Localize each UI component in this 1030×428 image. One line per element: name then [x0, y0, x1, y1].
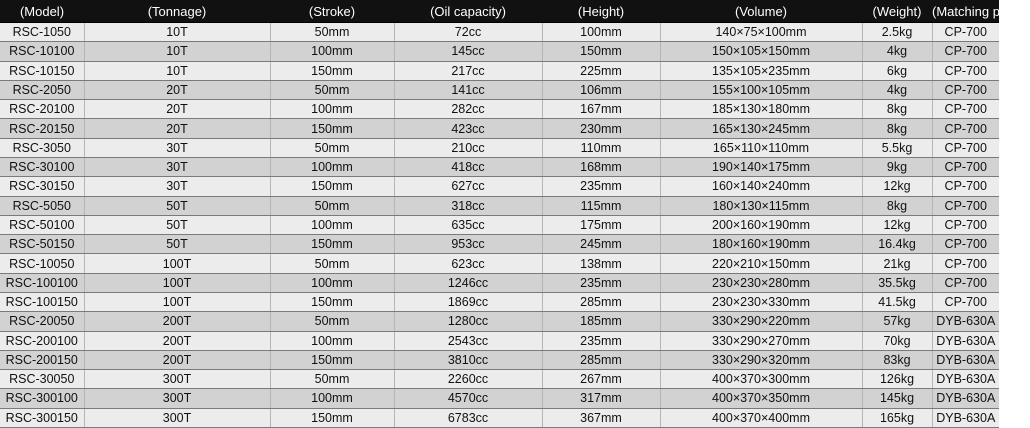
cell-model: RSC-5050: [0, 196, 84, 215]
cell-volume: 400×370×350mm: [660, 389, 862, 408]
cell-tonnage: 50T: [84, 215, 270, 234]
cell-stroke: 150mm: [270, 61, 394, 80]
table-row: [0, 61, 999, 80]
cell-stroke: 100mm: [270, 42, 394, 61]
cell-height: 267mm: [542, 370, 660, 389]
cell-tonnage: 20T: [84, 119, 270, 138]
cell-stroke: 50mm: [270, 370, 394, 389]
cell-model: RSC-20100: [0, 100, 84, 119]
table-row: [0, 42, 999, 61]
cell-tonnage: 300T: [84, 408, 270, 427]
cell-height: 235mm: [542, 273, 660, 292]
cell-volume: 220×210×150mm: [660, 254, 862, 273]
cell-stroke: 100mm: [270, 273, 394, 292]
cell-matching-pump: CP-700: [932, 254, 999, 273]
cell-height: 175mm: [542, 215, 660, 234]
cell-oil-capacity: 210cc: [394, 138, 542, 157]
cell-matching-pump: DYB-630A: [932, 331, 999, 350]
cell-stroke: 50mm: [270, 80, 394, 99]
cell-stroke: 50mm: [270, 138, 394, 157]
cell-volume: 150×105×150mm: [660, 42, 862, 61]
cell-stroke: 100mm: [270, 331, 394, 350]
cell-oil-capacity: 72cc: [394, 23, 542, 42]
cell-height: 106mm: [542, 80, 660, 99]
cell-volume: 155×100×105mm: [660, 80, 862, 99]
cell-matching-pump: CP-700: [932, 23, 999, 42]
cell-tonnage: 100T: [84, 254, 270, 273]
cell-oil-capacity: 2260cc: [394, 370, 542, 389]
table-row: [0, 177, 999, 196]
cell-model: RSC-3050: [0, 138, 84, 157]
cell-oil-capacity: 145cc: [394, 42, 542, 61]
table-row: [0, 138, 999, 157]
cell-weight: 9kg: [862, 157, 932, 176]
cell-stroke: 100mm: [270, 389, 394, 408]
cell-weight: 8kg: [862, 100, 932, 119]
cell-volume: 230×230×330mm: [660, 292, 862, 311]
cell-weight: 41.5kg: [862, 292, 932, 311]
cell-tonnage: 10T: [84, 61, 270, 80]
cell-model: RSC-200150: [0, 350, 84, 369]
table-row: [0, 408, 999, 427]
cell-model: RSC-50150: [0, 235, 84, 254]
table-row: [0, 100, 999, 119]
cell-weight: 8kg: [862, 196, 932, 215]
cell-weight: 4kg: [862, 80, 932, 99]
table-row: [0, 80, 999, 99]
table-row: [0, 235, 999, 254]
cell-matching-pump: CP-700: [932, 119, 999, 138]
cell-weight: 16.4kg: [862, 235, 932, 254]
cell-stroke: 100mm: [270, 157, 394, 176]
cell-tonnage: 50T: [84, 235, 270, 254]
cell-model: RSC-10050: [0, 254, 84, 273]
cell-oil-capacity: 3810cc: [394, 350, 542, 369]
cell-model: RSC-1050: [0, 23, 84, 42]
cell-model: RSC-10150: [0, 61, 84, 80]
cell-matching-pump: DYB-630A: [932, 389, 999, 408]
cell-stroke: 150mm: [270, 177, 394, 196]
cell-model: RSC-10100: [0, 42, 84, 61]
table-row: [0, 273, 999, 292]
cell-oil-capacity: 141cc: [394, 80, 542, 99]
cell-height: 235mm: [542, 177, 660, 196]
cell-stroke: 50mm: [270, 254, 394, 273]
cell-tonnage: 30T: [84, 177, 270, 196]
cell-height: 245mm: [542, 235, 660, 254]
cell-model: RSC-30050: [0, 370, 84, 389]
cell-oil-capacity: 318cc: [394, 196, 542, 215]
cell-volume: 330×290×320mm: [660, 350, 862, 369]
cell-weight: 8kg: [862, 119, 932, 138]
cell-weight: 57kg: [862, 312, 932, 331]
cell-matching-pump: CP-700: [932, 196, 999, 215]
cell-volume: 165×130×245mm: [660, 119, 862, 138]
cell-tonnage: 50T: [84, 196, 270, 215]
cell-stroke: 50mm: [270, 23, 394, 42]
cell-height: 225mm: [542, 61, 660, 80]
cell-oil-capacity: 953cc: [394, 235, 542, 254]
cell-oil-capacity: 282cc: [394, 100, 542, 119]
cell-tonnage: 200T: [84, 312, 270, 331]
cell-tonnage: 30T: [84, 157, 270, 176]
cell-volume: 185×130×180mm: [660, 100, 862, 119]
cell-oil-capacity: 627cc: [394, 177, 542, 196]
cell-oil-capacity: 1280cc: [394, 312, 542, 331]
cell-height: 100mm: [542, 23, 660, 42]
cell-matching-pump: CP-700: [932, 235, 999, 254]
cell-weight: 12kg: [862, 215, 932, 234]
cell-oil-capacity: 6783cc: [394, 408, 542, 427]
cell-tonnage: 300T: [84, 389, 270, 408]
cell-matching-pump: CP-700: [932, 215, 999, 234]
cell-model: RSC-300100: [0, 389, 84, 408]
cell-weight: 6kg: [862, 61, 932, 80]
cell-weight: 165kg: [862, 408, 932, 427]
cell-oil-capacity: 635cc: [394, 215, 542, 234]
cell-matching-pump: DYB-630A: [932, 370, 999, 389]
cell-model: RSC-50100: [0, 215, 84, 234]
cell-model: RSC-100150: [0, 292, 84, 311]
cell-volume: 180×160×190mm: [660, 235, 862, 254]
table-row: [0, 119, 999, 138]
header-weight: (Weight): [862, 0, 932, 23]
cell-height: 317mm: [542, 389, 660, 408]
cell-matching-pump: CP-700: [932, 61, 999, 80]
cell-height: 115mm: [542, 196, 660, 215]
cell-oil-capacity: 1869cc: [394, 292, 542, 311]
header-model: (Model): [0, 0, 84, 23]
cell-tonnage: 100T: [84, 273, 270, 292]
cell-matching-pump: CP-700: [932, 292, 999, 311]
cell-volume: 200×160×190mm: [660, 215, 862, 234]
cell-matching-pump: DYB-630A: [932, 350, 999, 369]
cell-weight: 21kg: [862, 254, 932, 273]
cell-volume: 330×290×270mm: [660, 331, 862, 350]
cell-tonnage: 300T: [84, 370, 270, 389]
table-row: [0, 196, 999, 215]
cell-matching-pump: CP-700: [932, 273, 999, 292]
cell-stroke: 150mm: [270, 235, 394, 254]
cell-tonnage: 30T: [84, 138, 270, 157]
cell-matching-pump: CP-700: [932, 138, 999, 157]
cell-height: 138mm: [542, 254, 660, 273]
header-oil-capacity: (Oil capacity): [394, 0, 542, 23]
table-row: [0, 254, 999, 273]
cell-matching-pump: CP-700: [932, 157, 999, 176]
cell-model: RSC-30150: [0, 177, 84, 196]
cell-height: 185mm: [542, 312, 660, 331]
header-volume: (Volume): [660, 0, 862, 23]
cell-volume: 190×140×175mm: [660, 157, 862, 176]
cell-weight: 70kg: [862, 331, 932, 350]
cell-weight: 145kg: [862, 389, 932, 408]
cell-model: RSC-20050: [0, 312, 84, 331]
cell-height: 168mm: [542, 157, 660, 176]
cell-volume: 160×140×240mm: [660, 177, 862, 196]
cell-weight: 35.5kg: [862, 273, 932, 292]
table-row: [0, 157, 999, 176]
header-stroke: (Stroke): [270, 0, 394, 23]
table-row: [0, 370, 999, 389]
cell-tonnage: 10T: [84, 23, 270, 42]
cell-height: 285mm: [542, 350, 660, 369]
cell-matching-pump: DYB-630A: [932, 408, 999, 427]
cell-volume: 180×130×115mm: [660, 196, 862, 215]
cell-model: RSC-2050: [0, 80, 84, 99]
header-row: [0, 0, 999, 23]
cell-volume: 330×290×220mm: [660, 312, 862, 331]
cell-tonnage: 10T: [84, 42, 270, 61]
cell-volume: 140×75×100mm: [660, 23, 862, 42]
cell-tonnage: 100T: [84, 292, 270, 311]
cell-weight: 83kg: [862, 350, 932, 369]
cell-stroke: 50mm: [270, 196, 394, 215]
cell-weight: 4kg: [862, 42, 932, 61]
cell-height: 230mm: [542, 119, 660, 138]
cell-matching-pump: CP-700: [932, 177, 999, 196]
cell-matching-pump: CP-700: [932, 80, 999, 99]
cell-tonnage: 20T: [84, 80, 270, 99]
cell-stroke: 150mm: [270, 350, 394, 369]
cell-height: 167mm: [542, 100, 660, 119]
cell-oil-capacity: 1246cc: [394, 273, 542, 292]
table-row: [0, 331, 999, 350]
cell-height: 285mm: [542, 292, 660, 311]
cell-stroke: 150mm: [270, 408, 394, 427]
cell-volume: 400×370×300mm: [660, 370, 862, 389]
cell-model: RSC-300150: [0, 408, 84, 427]
table-row: [0, 312, 999, 331]
cell-weight: 5.5kg: [862, 138, 932, 157]
table-row: [0, 215, 999, 234]
cell-height: 110mm: [542, 138, 660, 157]
cell-stroke: 100mm: [270, 100, 394, 119]
cell-weight: 12kg: [862, 177, 932, 196]
cell-model: RSC-100100: [0, 273, 84, 292]
cell-tonnage: 200T: [84, 350, 270, 369]
cell-oil-capacity: 623cc: [394, 254, 542, 273]
table-row: [0, 389, 999, 408]
cell-stroke: 150mm: [270, 119, 394, 138]
cell-matching-pump: CP-700: [932, 42, 999, 61]
table-row: [0, 292, 999, 311]
cell-model: RSC-20150: [0, 119, 84, 138]
cell-stroke: 50mm: [270, 312, 394, 331]
cell-volume: 135×105×235mm: [660, 61, 862, 80]
cell-oil-capacity: 217cc: [394, 61, 542, 80]
cell-height: 367mm: [542, 408, 660, 427]
cell-volume: 230×230×280mm: [660, 273, 862, 292]
cell-weight: 126kg: [862, 370, 932, 389]
cell-weight: 2.5kg: [862, 23, 932, 42]
cell-model: RSC-200100: [0, 331, 84, 350]
cell-height: 235mm: [542, 331, 660, 350]
header-tonnage: (Tonnage): [84, 0, 270, 23]
header-height: (Height): [542, 0, 660, 23]
cell-tonnage: 20T: [84, 100, 270, 119]
cell-oil-capacity: 4570cc: [394, 389, 542, 408]
table-body: [0, 23, 999, 428]
cell-stroke: 150mm: [270, 292, 394, 311]
cell-oil-capacity: 423cc: [394, 119, 542, 138]
cell-height: 150mm: [542, 42, 660, 61]
table-row: [0, 23, 999, 42]
cell-matching-pump: CP-700: [932, 100, 999, 119]
cell-tonnage: 200T: [84, 331, 270, 350]
table-row: [0, 350, 999, 369]
cell-model: RSC-30100: [0, 157, 84, 176]
cell-oil-capacity: 418cc: [394, 157, 542, 176]
cell-oil-capacity: 2543cc: [394, 331, 542, 350]
cell-volume: 165×110×110mm: [660, 138, 862, 157]
cell-stroke: 100mm: [270, 215, 394, 234]
cell-matching-pump: DYB-630A: [932, 312, 999, 331]
cell-volume: 400×370×400mm: [660, 408, 862, 427]
header-matching-pump: (Matching pump): [932, 0, 999, 23]
